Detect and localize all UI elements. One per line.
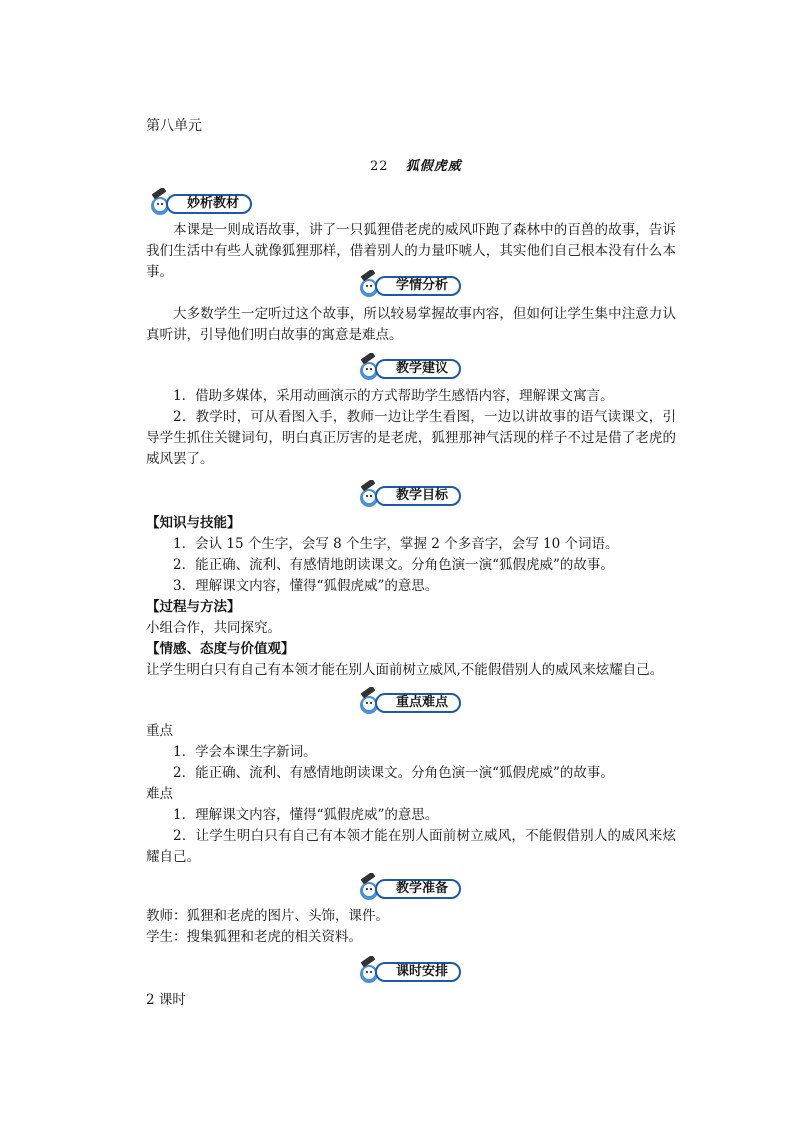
lesson-number: 22 xyxy=(370,159,389,174)
section-head-goals xyxy=(355,480,465,510)
section-head-learners xyxy=(355,270,465,300)
prep-teacher: 教师：狐狸和老虎的图片、头饰，课件。 xyxy=(146,908,389,924)
unit-label: 第八单元 xyxy=(146,118,202,134)
section-head-key xyxy=(355,687,465,717)
schedule-value: 2 课时 xyxy=(146,992,186,1008)
suggestion-item: 2．教学时，可从看图入手，教师一边让学生看图，一边以讲故事的语气读课文，引导学生抓住关键词句，明白真正厉害的是老虎，狐狸那神气活现的样子不过是借了老虎的威风罢了。 xyxy=(146,409,676,467)
prep-text xyxy=(146,906,676,948)
goal-item: 1．会认 15 个生字，会写 8 个生字，掌握 2 个多音字，会写 10 个词语。 xyxy=(173,536,619,552)
key-head: 重点 xyxy=(146,723,173,739)
section-label: 教学目标 xyxy=(375,486,461,506)
process-head: 【过程与方法】 xyxy=(146,599,241,615)
key-item: 2．能正确、流利、有感情地朗读课文。分角色演一演“狐假虎威”的故事。 xyxy=(173,765,614,781)
lesson-name: 狐假虎威 xyxy=(405,159,462,174)
key-item: 1．学会本课生字新词。 xyxy=(173,744,317,760)
process-text: 小组合作，共同探究。 xyxy=(146,620,281,636)
lesson-title xyxy=(370,158,462,176)
learners-text xyxy=(146,304,676,346)
prep-student: 学生：搜集狐狸和老虎的相关资料。 xyxy=(146,929,362,945)
section-label: 课时安排 xyxy=(375,962,461,982)
section-head-analysis xyxy=(146,188,256,218)
diff-item: 1．理解课文内容，懂得“狐假虎威”的意思。 xyxy=(173,807,439,823)
diff-item: 2．让学生明白只有自己有本领才能在别人面前树立威风，不能假借别人的威风来炫耀自己。 xyxy=(146,828,676,865)
emotion-text: 让学生明白只有自己有本领才能在别人面前树立威风,不能假借别人的威风来炫耀自己。 xyxy=(146,662,664,678)
section-label: 教学建议 xyxy=(375,359,461,379)
diff-head: 难点 xyxy=(146,786,173,802)
section-label: 重点难点 xyxy=(375,693,461,713)
key-text xyxy=(146,721,676,868)
section-label: 教学准备 xyxy=(375,879,461,899)
goal-item: 2．能正确、流利、有感情地朗读课文。分角色演一演“狐假虎威”的故事。 xyxy=(173,557,614,573)
section-label: 学情分析 xyxy=(375,276,461,296)
schedule-text xyxy=(146,990,676,1011)
suggestion-item: 1．借助多媒体，采用动画演示的方式帮助学生感悟内容，理解课文寓言。 xyxy=(173,388,614,404)
goals-text xyxy=(146,513,676,681)
knowledge-head: 【知识与技能】 xyxy=(146,515,241,531)
section-head-schedule xyxy=(355,956,465,986)
goal-item: 3．理解课文内容，懂得“狐假虎威”的意思。 xyxy=(173,578,439,594)
suggestions-text xyxy=(146,386,676,470)
section-head-prep xyxy=(355,873,465,903)
section-label: 妙析教材 xyxy=(166,194,252,214)
emotion-head: 【情感、态度与价值观】 xyxy=(146,641,295,657)
learners-paragraph: 大多数学生一定听过这个故事，所以较易掌握故事内容，但如何让学生集中注意力认真听讲，引导他们明白故事的寓意是难点。 xyxy=(146,306,676,343)
section-head-suggestions xyxy=(355,353,465,383)
analysis-paragraph: 本课是一则成语故事，讲了一只狐狸借老虎的威风吓跑了森林中的百兽的故事，告诉我们生活中有些人就像狐狸那样，借着别人的力量吓唬人，其实他们自己根本没有什么本事。 xyxy=(146,222,676,280)
